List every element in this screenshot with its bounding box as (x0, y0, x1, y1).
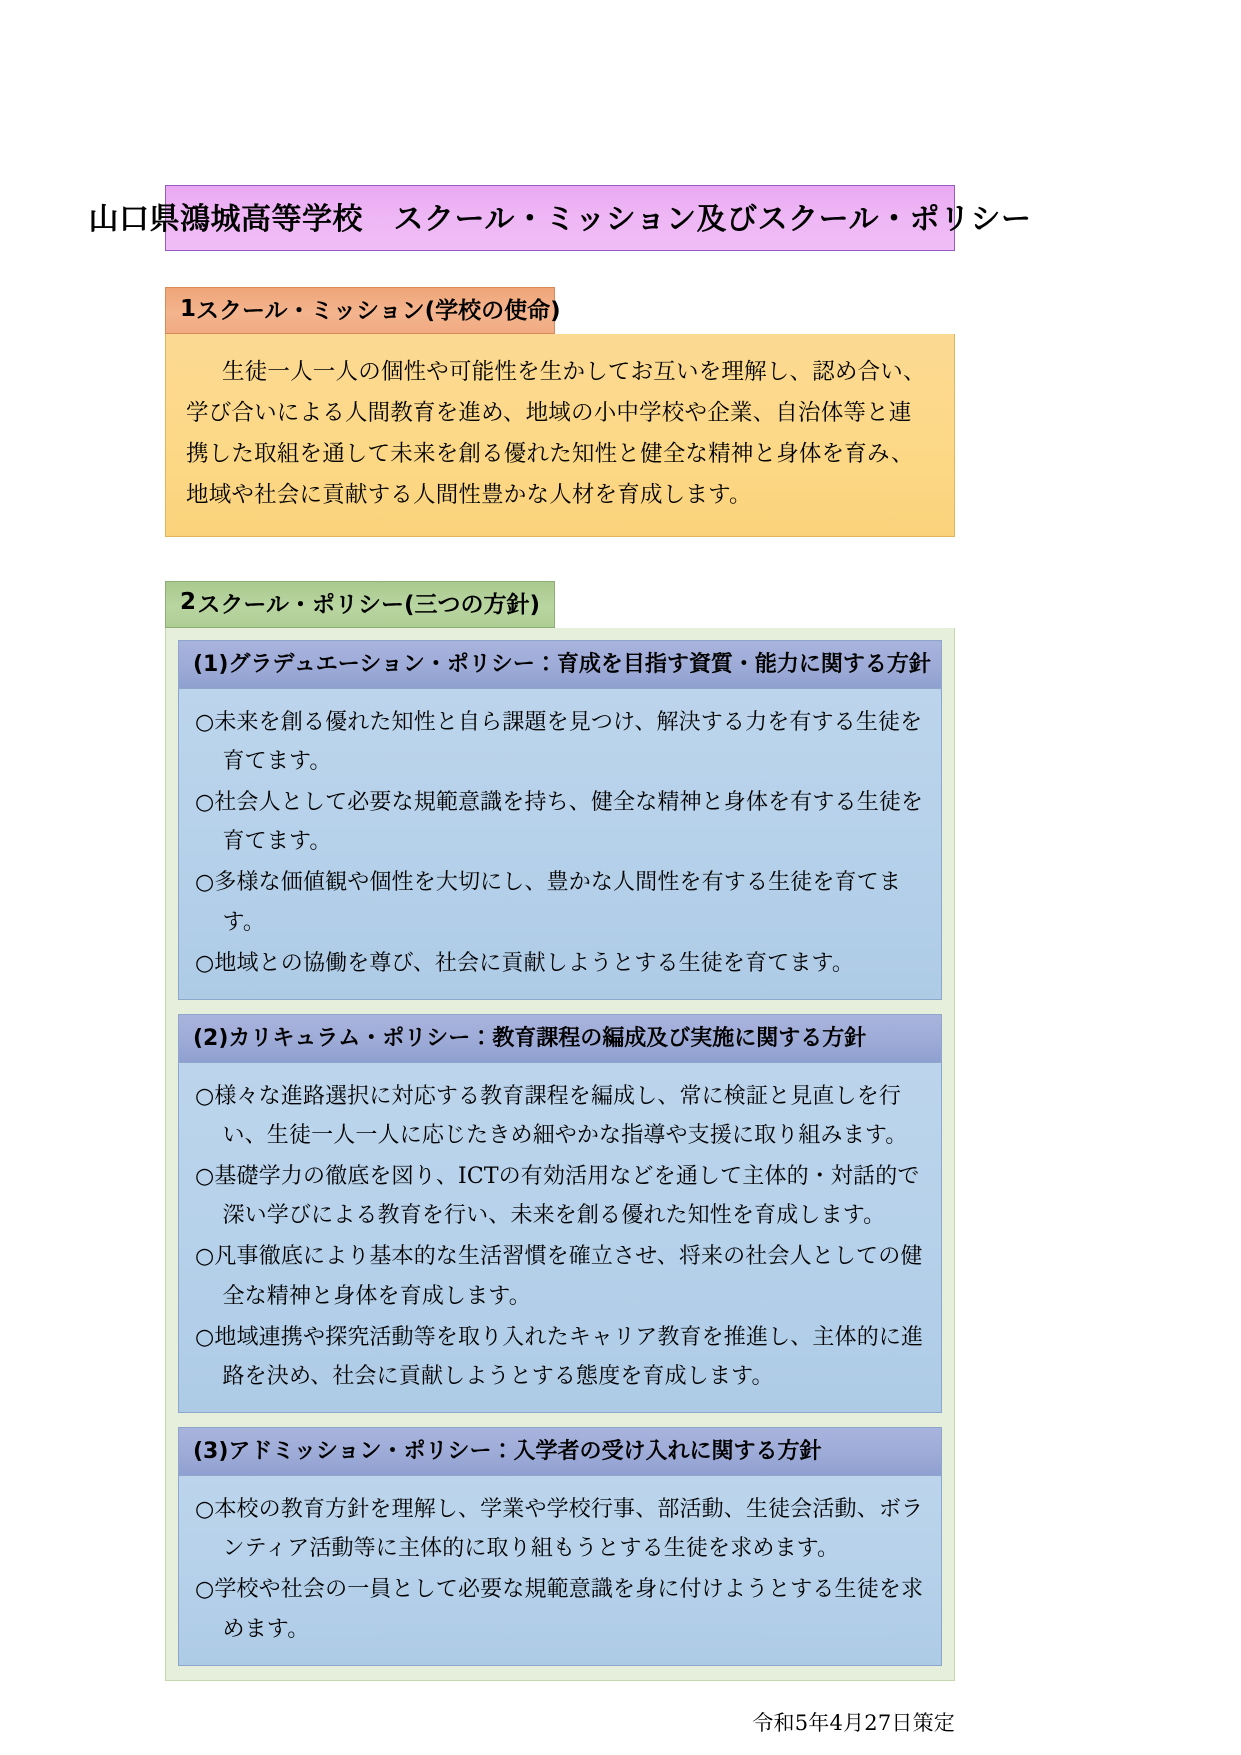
section-policy-number: 2 (180, 589, 197, 616)
list-item: ○社会人として必要な規範意識を持ち、健全な精神と身体を有する生徒を育てます。 (195, 790, 924, 855)
list-item: ○未来を創る優れた知性と自ら課題を見つけ、解決する力を有する生徒を育てます。 (195, 709, 923, 774)
subsection-heading-curriculum-policy: (2)カリキュラム・ポリシー：教育課程の編成及び実施に関する方針 (179, 1015, 941, 1063)
footer-date: 令和5年4月27日策定 (752, 1710, 955, 1735)
subsection-body-curriculum-policy (179, 1063, 941, 1412)
subsection-body-admission-policy (179, 1476, 941, 1665)
section-header-policy (165, 581, 555, 628)
mission-statement-text: 生徒一人一人の個性や可能性を生かしてお互いを理解し、認め合い、学び合いによる人間教育を進め、地域の小中学校や企業、自治体等と連携した取組を通して未来を創る優れた知性と健全な精神と身体を育み、地域や社会に貢献する人間性豊かな人材を育成します。 (186, 359, 926, 508)
document-title-banner (88, 185, 1032, 251)
list-item: ○地域連携や探究活動等を取り入れたキャリア教育を推進し、主体的に進路を決め、社会に貢献しようとする態度を育成します。 (195, 1324, 924, 1389)
list-item: ○様々な進路選択に対応する教育課程を編成し、常に検証と見直しを行い、生徒一人一人に応じたきめ細やかな指導や支援に取り組みます。 (195, 1083, 908, 1148)
section-policy-body (165, 628, 955, 1681)
list-item: ○多様な価値観や個性を大切にし、豊かな人間性を有する生徒を育てます。 (195, 870, 901, 935)
subsection-heading-admission-policy: (3)アドミッション・ポリシー：入学者の受け入れに関する方針 (179, 1428, 941, 1476)
subsection-admission-policy (178, 1427, 942, 1666)
policy-item-list (195, 1490, 925, 1649)
subsection-heading-graduation-policy: (1)グラデュエーション・ポリシー：育成を目指す資質・能力に関する方針 (179, 641, 941, 689)
page-title: 山口県鴻城高等学校 スクール・ミッション及びスクール・ポリシー (88, 202, 1032, 237)
list-item: ○基礎学力の徹底を図り、ICTの有効活用などを通して主体的・対話的で深い学びによる教育を行い、未来を創る優れた知性を育成します。 (195, 1164, 920, 1229)
list-item: ○学校や社会の一員として必要な規範意識を身に付けようとする生徒を求めます。 (195, 1577, 924, 1642)
section-mission-number: 1 (180, 295, 197, 322)
subsection-body-graduation-policy (179, 689, 941, 999)
section-policy-heading: スクール・ポリシー(三つの方針) (197, 591, 540, 618)
section-header-mission (165, 287, 561, 334)
list-item: ○地域との協働を尊び、社会に貢献しようとする生徒を育てます。 (195, 950, 855, 976)
subsection-curriculum-policy (178, 1014, 942, 1413)
section-mission-body (165, 334, 955, 537)
section-mission-heading: スクール・ミッション(学校の使命) (196, 298, 561, 324)
list-item: ○凡事徹底により基本的な生活習慣を確立させ、将来の社会人としての健全な精神と身体を育成します。 (195, 1244, 923, 1309)
policy-item-list (195, 703, 925, 983)
list-item: ○本校の教育方針を理解し、学業や学校行事、部活動、生徒会活動、ボランティア活動等に主体的に取り組もうとする生徒を求めます。 (195, 1497, 924, 1562)
subsection-graduation-policy (178, 640, 942, 1000)
policy-item-list (195, 1077, 925, 1396)
